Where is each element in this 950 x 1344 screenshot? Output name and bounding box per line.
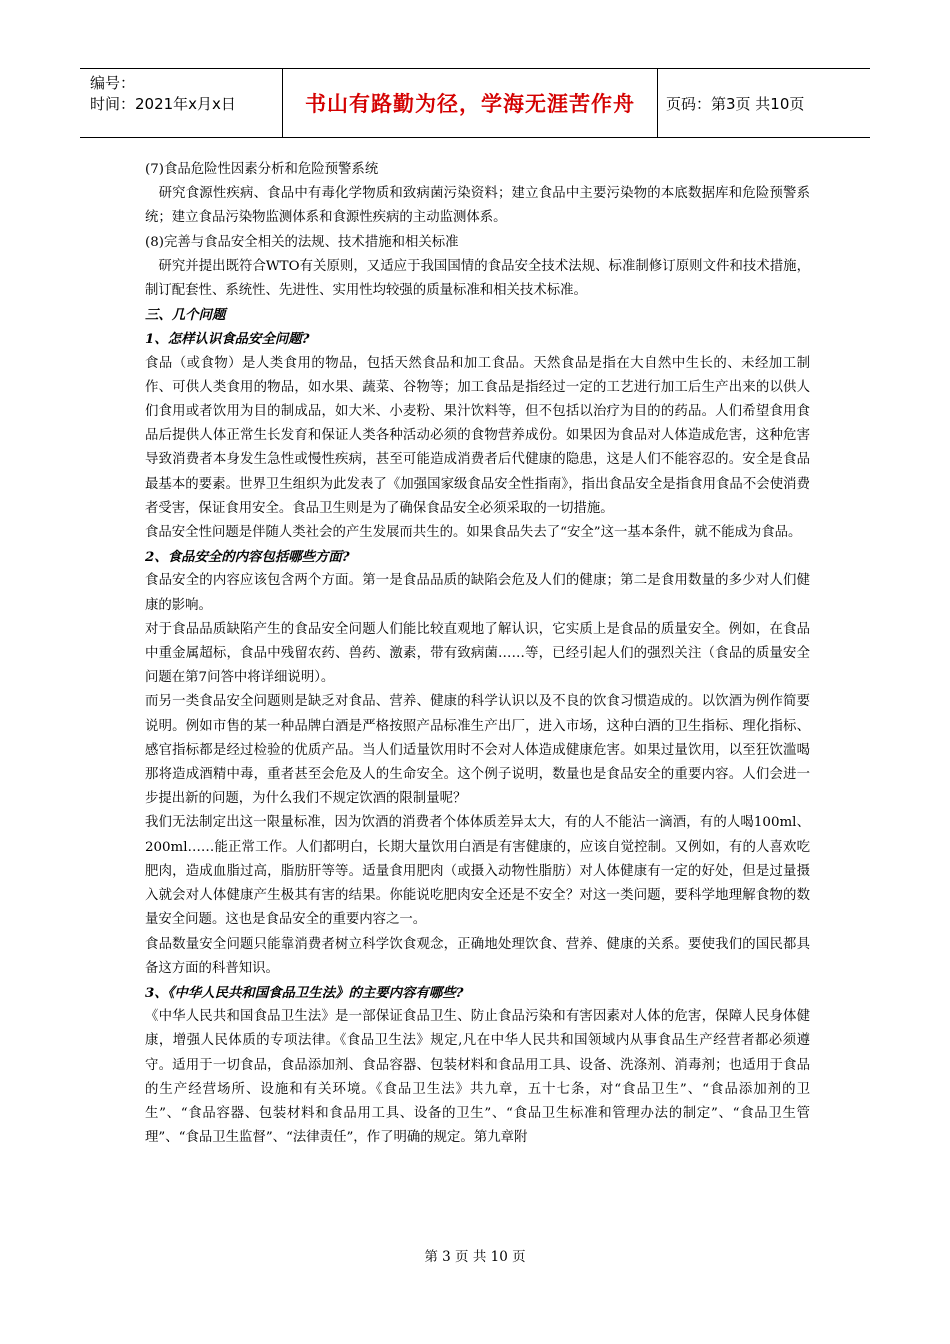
body-paragraph: 研究并提出既符合WTO有关原则，又适应于我国国情的食品安全技术法规、标准制修订原则文件和技术措施，制订配套性、系统性、先进性、实用性均较强的质量标准和相关技术标准。 bbox=[145, 258, 810, 299]
section-heading: 2、食品安全的内容包括哪些方面? bbox=[145, 549, 350, 566]
header-page-number: 页码：第3页 共10页 bbox=[666, 94, 805, 113]
header-motto: 书山有路勤为径，学海无涯苦作舟 bbox=[282, 69, 658, 137]
body-paragraph: (7)食品危险性因素分析和危险预警系统 bbox=[145, 162, 379, 177]
body-paragraph: 《中华人民共和国食品卫生法》是一部保证食品卫生、防止食品污染和有害因素对人体的危害，保障人民身体健康，增强人民体质的专项法律。《食品卫生法》规定,凡在中华人民共和国领域内从事食品生产经营者都必须遵守。适用于一切食品，食品添加剂、食品容器、包装材料和食品用工具、设备、洗涤剂、消毒剂；也适用于食品的生产经营场所、设施和有关环境。《食品卫生法》共九章，五十七条，对“食品卫生”、“食品添加剂的卫生”、“食品容器、包装材料和食品用工具、设备的卫生”、“食品卫生标准和管理办法的制定”、“食品卫生管理”、“食品卫生监督”、“法律责任”，作了明确的规定。第九章附 bbox=[145, 1009, 810, 1146]
section-heading: 1、怎样认识食品安全问题? bbox=[145, 331, 310, 348]
body-paragraph: 我们无法制定出这一限量标准，因为饮酒的消费者个体体质差异太大，有的人不能沾一滴酒，有的人喝100ml、200ml……能正常工作。人们都明白，长期大量饮用白酒是有害健康的，应该自觉控制。又例如，有的人喜欢吃肥肉，造成血脂过高，脂肪肝等等。适量食用肥肉（或摄入动物性脂肪）对人体健康有一定的好处，但是过量摄入就会对人体健康产生极其有害的结果。你能说吃肥肉安全还是不安全？对这一类问题，要科学地理解食物的数量安全问题。这也是食品安全的重要内容之一。 bbox=[145, 815, 810, 928]
page-footer: 第 3 页 共 10 页 bbox=[424, 1249, 526, 1265]
section-heading: 3、《中华人民共和国食品卫生法》的主要内容有哪些? bbox=[145, 984, 464, 1001]
body-paragraph: 食品数量安全问题只能靠消费者树立科学饮食观念，正确地处理饮食、营养、健康的关系。要使我们的国民都具备这方面的科普知识。 bbox=[145, 936, 810, 976]
document-number: 编号： bbox=[90, 74, 136, 92]
body-paragraph: 食品（或食物）是人类食用的物品，包括天然食品和加工食品。天然食品是指在大自然中生长的、未经加工制作、可供人类食用的物品，如水果、蔬菜、谷物等；加工食品是指经过一定的工艺进行加工后生产出来的以供人们食用或者饮用为目的制成品，如大米、小麦粉、果汁饮料等，但不包括以治疗为目的的药品。人们希望食用食品后提供人体正常生长发育和保证人类各种活动必须的食物营养成份。如果因为食品对人体造成危害，这种危害导致消费者本身发生急性或慢性疾病，甚至可能造成消费者后代健康的隐患，这是人们不能容忍的。安全是食品最基本的要素。世界卫生组织为此发表了《加强国家级食品安全性指南》，指出食品安全是指食用食品不会使消费者受害，保证食用安全。食品卫生则是为了确保食品安全必须采取的一切措施。 bbox=[145, 355, 810, 516]
body-paragraph: 食品安全性问题是伴随人类社会的产生发展而共生的。如果食品失去了“安全”这一基本条件，就不能成为食品。 bbox=[145, 525, 802, 541]
body-paragraph: 研究食源性疾病、食品中有毒化学物质和致病菌污染资料；建立食品中主要污染物的本底数据库和危险预警系统；建立食品污染物监测体系和食源性疾病的主动监测体系。 bbox=[145, 186, 810, 226]
page-header bbox=[80, 68, 870, 138]
body-paragraph: 对于食品品质缺陷产生的食品安全问题人们能比较直观地了解认识，它实质上是食品的质量安全。例如，在食品中重金属超标，食品中残留农药、兽药、激素，带有致病菌……等，已经引起人们的强烈关注（食品的质量安全问题在第7问答中将详细说明）。 bbox=[145, 621, 810, 686]
section-heading: 三、几个问题 bbox=[145, 307, 226, 324]
body-paragraph: (8)完善与食品安全相关的法规、技术措施和相关标准 bbox=[145, 234, 459, 250]
body-paragraph: 食品安全的内容应该包含两个方面。第一是食品品质的缺陷会危及人们的健康；第二是食用数量的多少对人们健康的影响。 bbox=[145, 573, 810, 613]
document-date: 时间：2021年x月x日 bbox=[90, 95, 236, 113]
header-meta bbox=[80, 69, 282, 137]
document-body bbox=[145, 158, 810, 1150]
body-paragraph: 而另一类食品安全问题则是缺乏对食品、营养、健康的科学认识以及不良的饮食习惯造成的。以饮酒为例作简要说明。例如市售的某一种品牌白酒是严格按照产品标准生产出厂，进入市场，这种白酒的卫生指标、理化指标、感官指标都是经过检验的优质产品。当人们适量饮用时不会对人体造成健康危害。如果过量饮用，以至狂饮滥喝那将造成酒精中毒，重者甚至会危及人的生命安全。这个例子说明，数量也是食品安全的重要内容。人们会进一步提出新的问题，为什么我们不规定饮酒的限制量呢？ bbox=[145, 694, 810, 807]
